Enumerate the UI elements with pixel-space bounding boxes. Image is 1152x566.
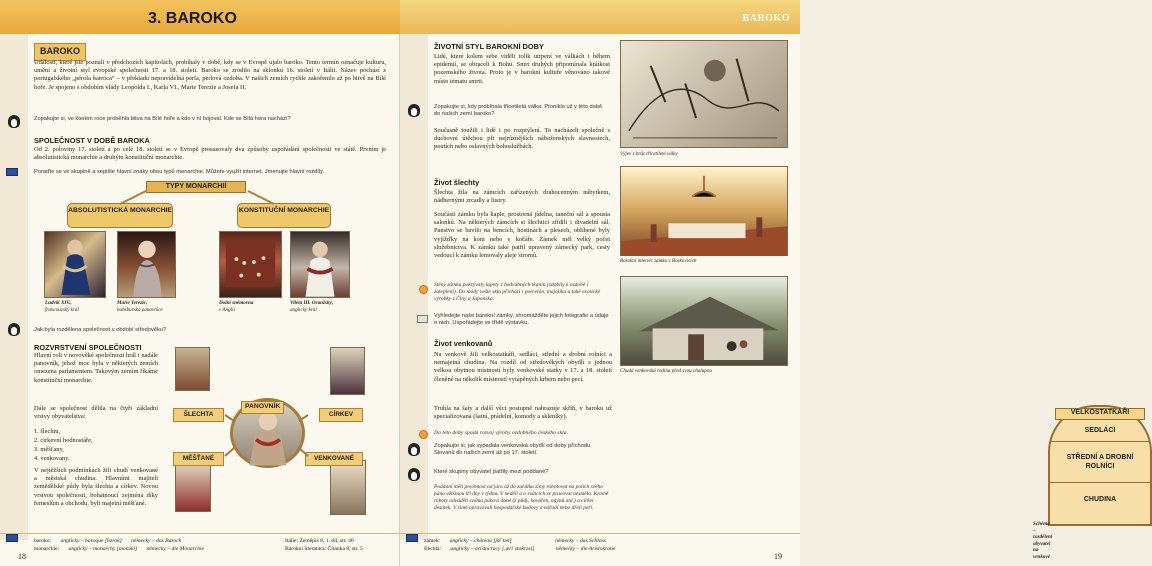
page-number-right: 19 [774, 551, 782, 561]
question-thirty-years-war: Zopakujte si, kdy probíhala třicetiletá válka. Proniklo už v této době do našich zemí baroko? [434, 104, 603, 118]
society-layer-item: 3. měšťany, [34, 446, 64, 453]
lifestyle-paragraph: Lidé, které kolem sebe viděli tolik utrpení ve válkách i během epidemií, se obraceli k Bohu. Smrt druhých připomínala krátkost pozemského života. Proto je v barokní kultuře věnováno takové místo tématu smrti. [434, 53, 610, 85]
footer-german: německy – die Aristokratie [555, 546, 616, 552]
penguin-icon [8, 323, 20, 336]
serfdom-note: Poddaní měli povinnost od jara až do začátku zimy robotovat na polích svého pána většinou tři dny v týdnu. V neděli a o svátcích se pracovat nesmělo. Kromě roboty odváděli svému pánovi daně (z půdy, kovářen, mlýnů atd.) a církvi desátek. V zimě opravovali hospodářské budovy a nářadí nebo dřeli peří. [434, 484, 609, 511]
footer-reference-literature: Barokní literatura: Čítanka 8, str. 5 [285, 546, 363, 552]
chapter-title: 3. BAROKO [148, 10, 237, 27]
footer-castle-translation [424, 538, 606, 545]
eu-flag-icon [406, 534, 418, 542]
right-page [400, 0, 1134, 566]
lifestyle-heading: ŽIVOTNÍ STYL BAROKNÍ DOBY [434, 42, 544, 51]
schema-divider [1050, 482, 1150, 483]
page-number-left: 18 [18, 551, 26, 561]
village-paragraph-2: Truhla na šaty a další věci postupně nahrazuje skříň, v baroku už specializovaná (šatní, prádelní, komody a skleníky). [434, 405, 612, 421]
footer-term: šlechta: [424, 546, 442, 552]
info-dot-icon [419, 430, 428, 439]
villagers-image [330, 460, 366, 515]
stratification-conditions: V nejtěžších podmínkách žili chudí venkované a městská chudina. Hlavními majiteli zemědělské půdy byla šlechta a církev. Novou vrstvou společnosti, bohatnoucí zejména díky řemeslům a obchodu, byli majetní měšťané. [34, 467, 158, 507]
entertainment-paragraph: Současně toužili i lidé i po rozptýlení. To nacházeli společně s duchovní útěchou při nejrůznějších náboženských slavnostech, poutích nebo oslavných bohoslužbách. [434, 127, 610, 151]
society-paragraph: Od 2. poloviny 17. století a po celé 18. století se v Evropě prosazovaly dva způsoby uspořádání společnosti ve státě. Prvním je absolutistická monarchie a druhým konstituční monarchie. [34, 146, 386, 162]
left-margin-strip [0, 34, 28, 540]
caption-maria-theresa-role: habsburská panovnice [117, 306, 163, 313]
left-page [0, 0, 400, 566]
right-footer-rule [400, 533, 800, 534]
footer-monarchy-translation [34, 546, 204, 553]
footer-english: anglicky – aristocracy [,æriˈstokrəsi] [450, 546, 535, 552]
church-image [330, 347, 365, 395]
society-connectors [205, 406, 330, 468]
burghers-label: MĚŠŤANÉ [173, 452, 224, 466]
church-label: CÍRKEV [319, 408, 363, 422]
village-life-heading: Život venkovanů [434, 339, 493, 348]
villagers-label: VENKOVANÉ [305, 452, 363, 466]
footer-nobility-translation [424, 546, 616, 553]
footer-term: monarchie: [34, 546, 60, 552]
footer-reference-italy: Italie: Zeměpis 8, 1. díl, str. 46 [285, 538, 354, 544]
schema-caption: Schéma – rozdělení obyvatel na venkově [1033, 521, 1053, 560]
caption-louis-xiv [45, 300, 115, 313]
interior-caption: Barokní interiér zámku v Boskovicích [620, 258, 697, 264]
penguin-icon [408, 104, 420, 117]
maria-theresa-portrait [117, 231, 176, 298]
caption-william-iii-name: Vilém III. Oranžský, [290, 300, 334, 306]
farmers-label: SEDLÁCI [1084, 427, 1116, 434]
caption-louis-xiv-name: Ludvík XIV., [45, 300, 72, 306]
boskovice-interior-image [620, 166, 788, 256]
small-farmers-label: STŘEDNÍ A DROBNÍ ROLNÍCI [1066, 454, 1134, 470]
eu-flag-icon [6, 168, 18, 176]
schema-divider [1050, 441, 1150, 442]
society-layer-item: 1. šlechtu, [34, 428, 61, 435]
war-horrors-image [620, 40, 788, 148]
nobles-life-heading: Život šlechty [434, 178, 480, 187]
nobles-paragraph-2: Součástí zámku byla kaple, prostorná jídelna, taneční sál a spousta salonků. Na některých zámcích si šlechtici zřídili i divadelní sál. Panstvo se bavilo na bencích, hostinách a plesech, oblíbené byly vyjížďky na koni nebo v kočáře. Zámek měl velký počet služebnictva. K zámku také patřil upravený zámecký park, cesty vedoucí k zámku lemovaly aleje stromů. [434, 211, 610, 259]
penguin-icon [8, 115, 20, 128]
war-image-caption: Výjev z hrůz třicetileté války [620, 151, 678, 157]
caption-maria-theresa-name: Marie Terezie, [117, 300, 148, 306]
question-white-mountain: Zopakujte si, ve kterém roce proběhla bitva na Bílé hoře a kdo v ní bojoval. Kde se Bílá hora nachází? [34, 116, 291, 122]
footer-english: anglicky – château [ʃæˈtəʊ] [449, 538, 512, 544]
village-paragraph-1: Na venkově žili velkostatkáři, sedláci, střední a drobní rolníci a nemajetná chudina. Na rozdíl od středověkých obydlí s jednou velkou obytnou místností byly venkovské statky v 17. a 18. století členěné na několik místností vytápěných krbem nebo pecí. [434, 351, 612, 383]
village-image-caption: Chudá venkovská rodina před svou chalupou [620, 368, 712, 374]
running-title: BAROKO [742, 13, 790, 24]
diagram-connectors [108, 188, 286, 206]
info-dot-icon [419, 285, 428, 294]
footer-english: anglicky – monarchy [monəki] [68, 546, 138, 552]
poor-label: CHUDINA [1083, 496, 1117, 503]
footer-term: zámek: [424, 538, 441, 544]
footer-german: německy – das Schloss [555, 538, 606, 544]
caption-house-of-commons-place: v Anglii [219, 306, 235, 313]
house-of-commons-image [219, 231, 282, 298]
caption-william-iii [290, 300, 370, 313]
monarchy-types-title: TYPY MONARCHIÍ [146, 181, 246, 193]
caption-william-iii-role: anglický král [290, 306, 317, 313]
intro-paragraph: Události, které jste poznali v předchozích kapitolách, probíhaly v době, kdy se v Evropě ujalo baroko. Tento termín označuje kulturu, umění a životní styl evropské společnosti 17. a 18. století. Baroko se zrodilo na sklonku 16. století v Itálii. Název pochází z portugalského „pérola barroca“ – v překladu nepravidelná perla, perlová ozdoba. V našich zemích rychle zakořenilo až po bitvě na Bílé hoře. Je spojeno s obdobím vlády Leopolda I., Karla VI., Marie Terezie a Josefa II. [34, 59, 386, 91]
social-stratification-heading: ROZVRSTVENÍ SPOLEČNOSTI [34, 343, 142, 352]
castle-exhibition-task: Vyhledejte naše barokní zámky, shromážděte jejich fotografie a údaje o nich. Uspořádejte ve třídě výstavku. [434, 313, 609, 327]
louis-xiv-portrait [44, 231, 106, 298]
book-icon [417, 315, 428, 323]
nobility-label: ŠLECHTA [173, 408, 224, 422]
question-village-dwellings: Zopakujte si, jak vypadala venkovská obydlí od doby příchodu Slovanů do našich zemí až po 17. století. [434, 443, 591, 457]
right-header-band [400, 0, 800, 34]
society-task-note: Poraďte se ve skupině a sepište hlavní znaky obou typů monarchie. Můžete využít internet. Jmenujte hlavní rozdíly. [34, 169, 325, 175]
footer-baroque-translation [34, 538, 181, 545]
constitutional-monarchy-label: KONSTITUČNÍ MONARCHIE [237, 203, 331, 228]
society-layer-item: 4. venkovany. [34, 455, 70, 462]
penguin-icon [408, 443, 420, 456]
wallpaper-note: Stěny zámku pokrývaly tapety z hedvábných tkanin (zdobily k ozdobě i zateplení). Do módy vešle skla přicházi i porcelán, majolika a také exotické výrobky z Číny a Japonska. [434, 282, 601, 303]
large-landowners-label: VELKOSTATKÁŘI [1055, 408, 1145, 420]
penguin-icon [408, 468, 420, 481]
caption-maria-theresa [117, 300, 192, 313]
nobles-paragraph-1: Šlechta žila na zámcích zařízených drahocenným nábytkem, nádhernými zrcadly a lustry. [434, 189, 610, 205]
baroque-heading: BAROKO [34, 43, 86, 61]
society-heading: SPOLEČNOST V DOBĚ BAROKA [34, 136, 150, 145]
left-footer-rule [0, 533, 400, 534]
absolutist-monarchy-label: ABSOLUTISTICKÁ MONARCHIE [67, 203, 173, 228]
caption-house-of-commons-name: Dolní sněmovna [219, 300, 254, 306]
william-iii-portrait [290, 231, 350, 298]
nobility-image [175, 347, 210, 391]
glass-note: Do této doby spadá rozvoj výroby ozdobného českého skla. [434, 430, 568, 436]
stratification-intro: Hlavní roli v novověké společnosti hrál i nadále panovník, jehož moc byla v některých zemích omezena parlamentem. Takovým zemím říkáme konstituční monarchie. [34, 352, 158, 384]
poor-village-family-image [620, 276, 788, 366]
footer-german: německy – die Monarchie [146, 546, 205, 552]
footer-term: baroko: [34, 538, 52, 544]
question-medieval-society: Jak byla rozdělena společnost v období středověku? [34, 327, 167, 333]
monarch-label: PANOVNÍK [241, 401, 284, 414]
eu-flag-icon [6, 534, 18, 542]
society-layers-list [34, 427, 134, 463]
caption-louis-xiv-role: francouzský král [45, 306, 79, 313]
question-subjects: Které skupiny obyvatel patřily mezi poddané? [434, 469, 549, 475]
stratification-layers-intro: Dále se společnost dělila na čtyři základní vrstvy obyvatelstva: [34, 405, 158, 421]
footer-german: německy – das Barock [131, 538, 182, 544]
caption-house-of-commons [219, 300, 289, 313]
society-layer-item: 2. církevní hodnostáře, [34, 437, 93, 444]
footer-english: anglicky – baroque [bərok] [60, 538, 122, 544]
